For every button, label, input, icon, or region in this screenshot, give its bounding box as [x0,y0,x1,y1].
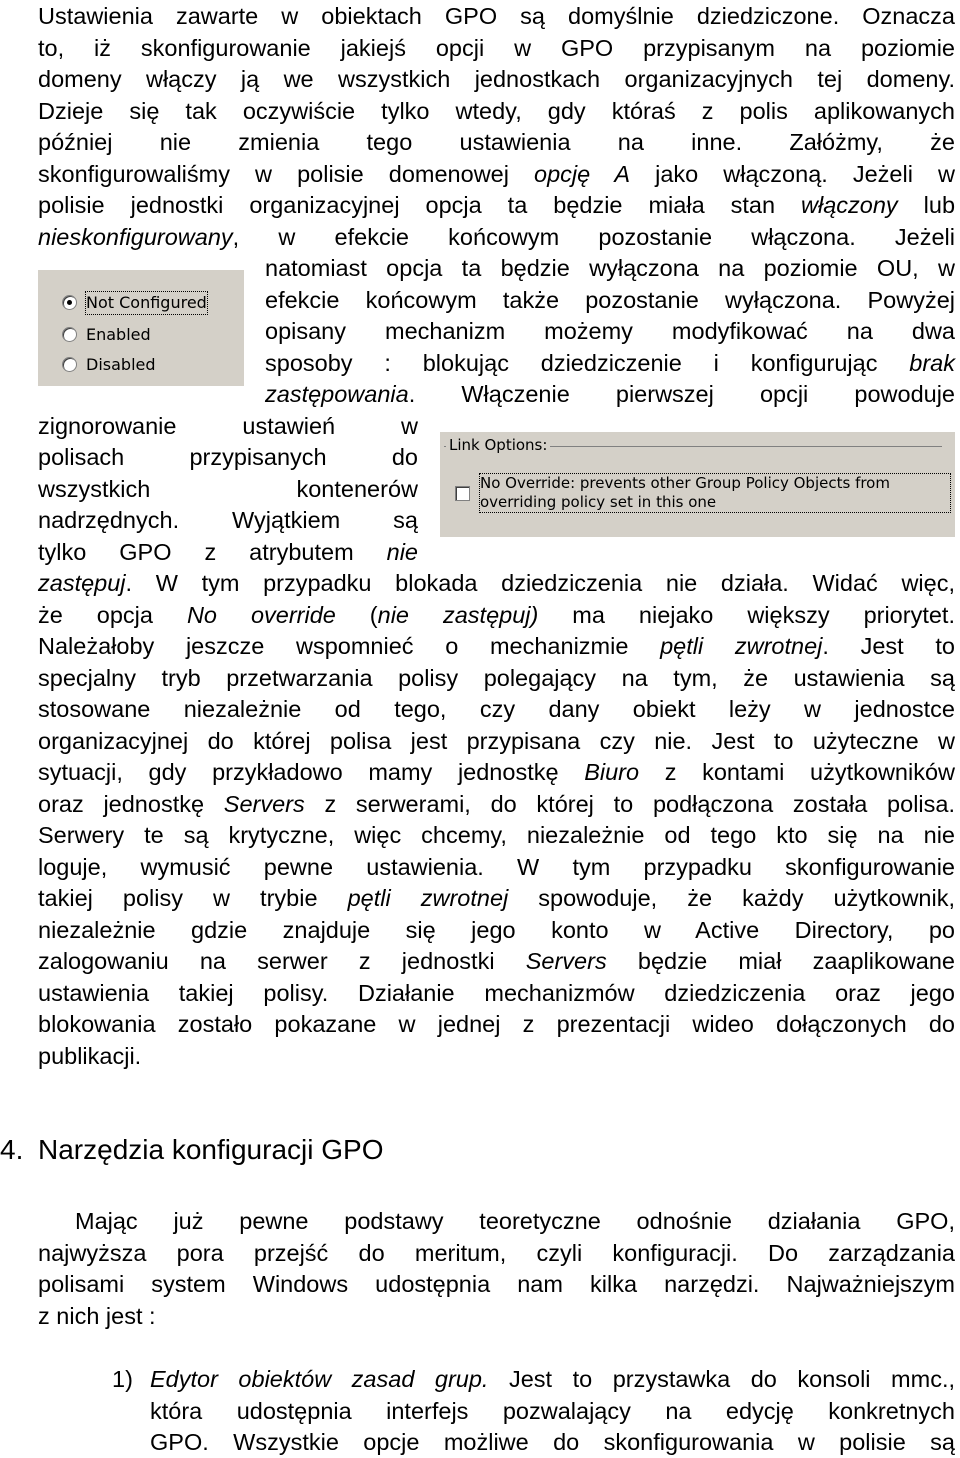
text-span: efekcie końcowym także pozostanie wyłączona. Powyżej [265,286,955,313]
text-span: . W tym przypadku blokada dziedziczenia nie działa. Widać więc, [125,570,955,596]
text-line [38,504,418,536]
text-span: Należałoby jeszcze wspomnieć o mechanizmie [38,633,661,659]
text-span: z serwerami, do której to podłączona została polisa. [304,790,955,817]
text-span: . Jest to [822,633,955,659]
text-span: opisany mechanizm możemy modyfikować na dwa [265,318,955,344]
text-line [75,1205,955,1237]
text-span: Dzieje się tak oczywiście tylko wtedy, gdy któraś z polis aplikowanych [38,97,955,124]
text-line [38,819,955,851]
italic-text: włączony [801,192,898,218]
text-line [38,1268,955,1300]
text-span: takiej polisy w trybie [38,885,348,911]
radio-label: Enabled [86,325,151,344]
text-span: stosowane niezależnie od tego, czy dany obiekt leży w jednostce [38,696,955,722]
italic-text: nie [386,538,418,565]
italic-text: pętli zwrotnej [660,633,823,659]
text-span: polisach przypisanych do [38,444,418,470]
italic-text: Biuro [584,759,640,785]
text-span: . Włączenie pierwszej opcji powoduje [408,381,955,407]
italic-text: Servers [223,790,305,817]
text-line [38,1008,955,1040]
text-span: ustawienia takiej polisy. Działanie mechanizmów dziedziczenia oraz jego [38,979,955,1006]
section-title: Narzędzia konfiguracji GPO [38,1134,384,1165]
text-line [38,221,955,253]
text-line [38,441,418,473]
text-span: to, iż skonfigurowanie jakiejś opcji w GPO przypisanym na poziomie [38,34,955,61]
italic-text: brak [909,349,955,376]
text-span: Ustawienia zawarte w obiektach GPO są domyślnie dziedziczone. Oznacza [38,3,955,29]
text-line [265,284,955,316]
text-line [38,126,955,158]
text-line [38,693,955,725]
text-span: sposoby : blokując dziedziczenie i konfigurując [265,349,910,376]
text-span: zignorowanie ustawień w [38,412,418,439]
italic-text: No override [186,601,336,628]
text-line [150,1363,955,1395]
text-span: specjalny tryb przetwarzania polisy polegający na tym, że ustawienia są [38,664,955,691]
groupbox-title: Link Options: [446,436,550,454]
list-item-number: 1) [112,1366,133,1392]
text-span: GPO. Wszystkie opcje możliwe do skonfigurowania w polisie są [150,1429,955,1455]
text-line [38,756,955,788]
text-line [38,410,418,442]
text-line [38,32,955,64]
text-span: oraz jednostkę [38,790,224,817]
text-span: ma niejako większy priorytet. [538,601,955,628]
text-span: niezależnie gdzie znajduje się jego konto w Active Directory, po [38,916,955,943]
text-line [38,851,955,883]
no-override-label-line: overriding policy set in this one [480,493,717,511]
radio-label: Disabled [86,355,156,374]
text-line [38,630,955,662]
text-line [265,315,955,347]
text-span: domeny włączy ją we wszystkich jednostkach organizacyjnych tej domeny. [38,66,955,92]
radio-unselected-icon[interactable] [62,357,77,372]
section-heading [0,1131,383,1169]
text-span: jako włączoną. Jeżeli w [630,160,955,187]
text-line [38,1300,955,1332]
text-span: lub [897,192,956,218]
text-line [38,662,955,694]
text-line [38,788,955,820]
text-line [38,1040,955,1072]
radio-label: Not Configured [86,293,207,312]
text-span: tylko GPO z atrybutem [38,538,387,565]
no-override-label[interactable] [480,474,950,512]
no-override-checkbox[interactable] [455,486,470,501]
text-line [38,977,955,1009]
text-line [38,158,955,190]
text-span: nadrzędnych. Wyjątkiem są [38,507,418,533]
text-span: najwyższa pora przejść do meritum, czyli konfiguracji. Do zarządzania [38,1239,955,1266]
text-span: będzie miał zaaplikowane [606,948,955,974]
text-line [38,536,418,568]
text-span: Mając już pewne podstawy teoretyczne odnośnie działania GPO, [75,1208,955,1234]
italic-text: nieskonfigurowany [38,223,233,250]
italic-text: Servers [525,948,607,974]
text-span: zalogowaniu na serwer z jednostki [38,948,526,974]
radio-selected-icon[interactable] [62,295,77,310]
text-line [265,252,955,284]
text-span: polisami system Windows udostępnia nam kilka narzędzi. Najważniejszym [38,1271,955,1297]
text-span: z nich jest : [38,1302,156,1329]
text-line [38,914,955,946]
link-options-screenshot [440,432,955,537]
text-line [38,725,955,757]
text-span: natomiast opcja ta będzie wyłączona na poziomie OU, w [265,255,955,281]
radio-options-screenshot [38,270,244,386]
text-line [38,473,418,505]
text-span: Serwery te są krytyczne, więc chcemy, niezależnie od tego kto się na nie [38,822,955,848]
italic-text: zastępowania [265,381,409,407]
italic-text: zastępuj [38,570,126,596]
text-line [38,63,955,95]
no-override-label-line: No Override: prevents other Group Policy Objects from [480,474,890,492]
radio-unselected-icon[interactable] [62,327,77,342]
text-line [38,567,955,599]
text-line [38,0,955,32]
text-line [265,347,955,379]
text-span: wszystkich kontenerów [38,475,418,502]
text-span: organizacyjnej do której polisa jest przypisana czy nie. Jest to użyteczne w [38,727,955,754]
text-line [150,1395,955,1427]
text-span: blokowania zostało pokazane w jednej z prezentacji wideo dołączonych do [38,1011,955,1037]
text-span: później nie zmienia tego ustawienia na inne. Załóżmy, że [38,129,955,155]
text-line [38,189,955,221]
text-line [38,1237,955,1269]
section-number: 4. [0,1134,24,1165]
text-line [150,1426,955,1458]
italic-text: Edytor obiektów zasad grup. [150,1366,489,1392]
text-line [38,945,955,977]
text-span: loguje, wymusić pewne ustawienia. W tym przypadku skonfigurowanie [38,853,955,880]
text-span: która udostępnia interfejs pozwalający na edycję konkretnych [150,1397,955,1424]
italic-text: opcję A [534,160,631,187]
text-span: sytuacji, gdy przykładowo mamy jednostkę [38,759,585,785]
text-span: Jest to przystawka do konsoli mmc., [488,1366,955,1392]
text-line [38,882,955,914]
text-line [38,95,955,127]
text-span: publikacji. [38,1042,142,1069]
text-span: ( [335,601,378,628]
text-span: z kontami użytkowników [639,759,955,785]
text-span: spowoduje, że każdy użytkownik, [508,885,955,911]
text-span: polisie jednostki organizacyjnej opcja ta będzie miała stan [38,192,802,218]
text-span: że opcja [38,601,187,628]
italic-text: nie zastępuj) [377,601,539,628]
text-span: , w efekcie końcowym pozostanie włączona. Jeżeli [232,223,955,250]
text-span: skonfigurowaliśmy w polisie domenowej [38,160,535,187]
text-line [38,599,955,631]
italic-text: pętli zwrotnej [347,885,509,911]
text-line [265,378,955,410]
